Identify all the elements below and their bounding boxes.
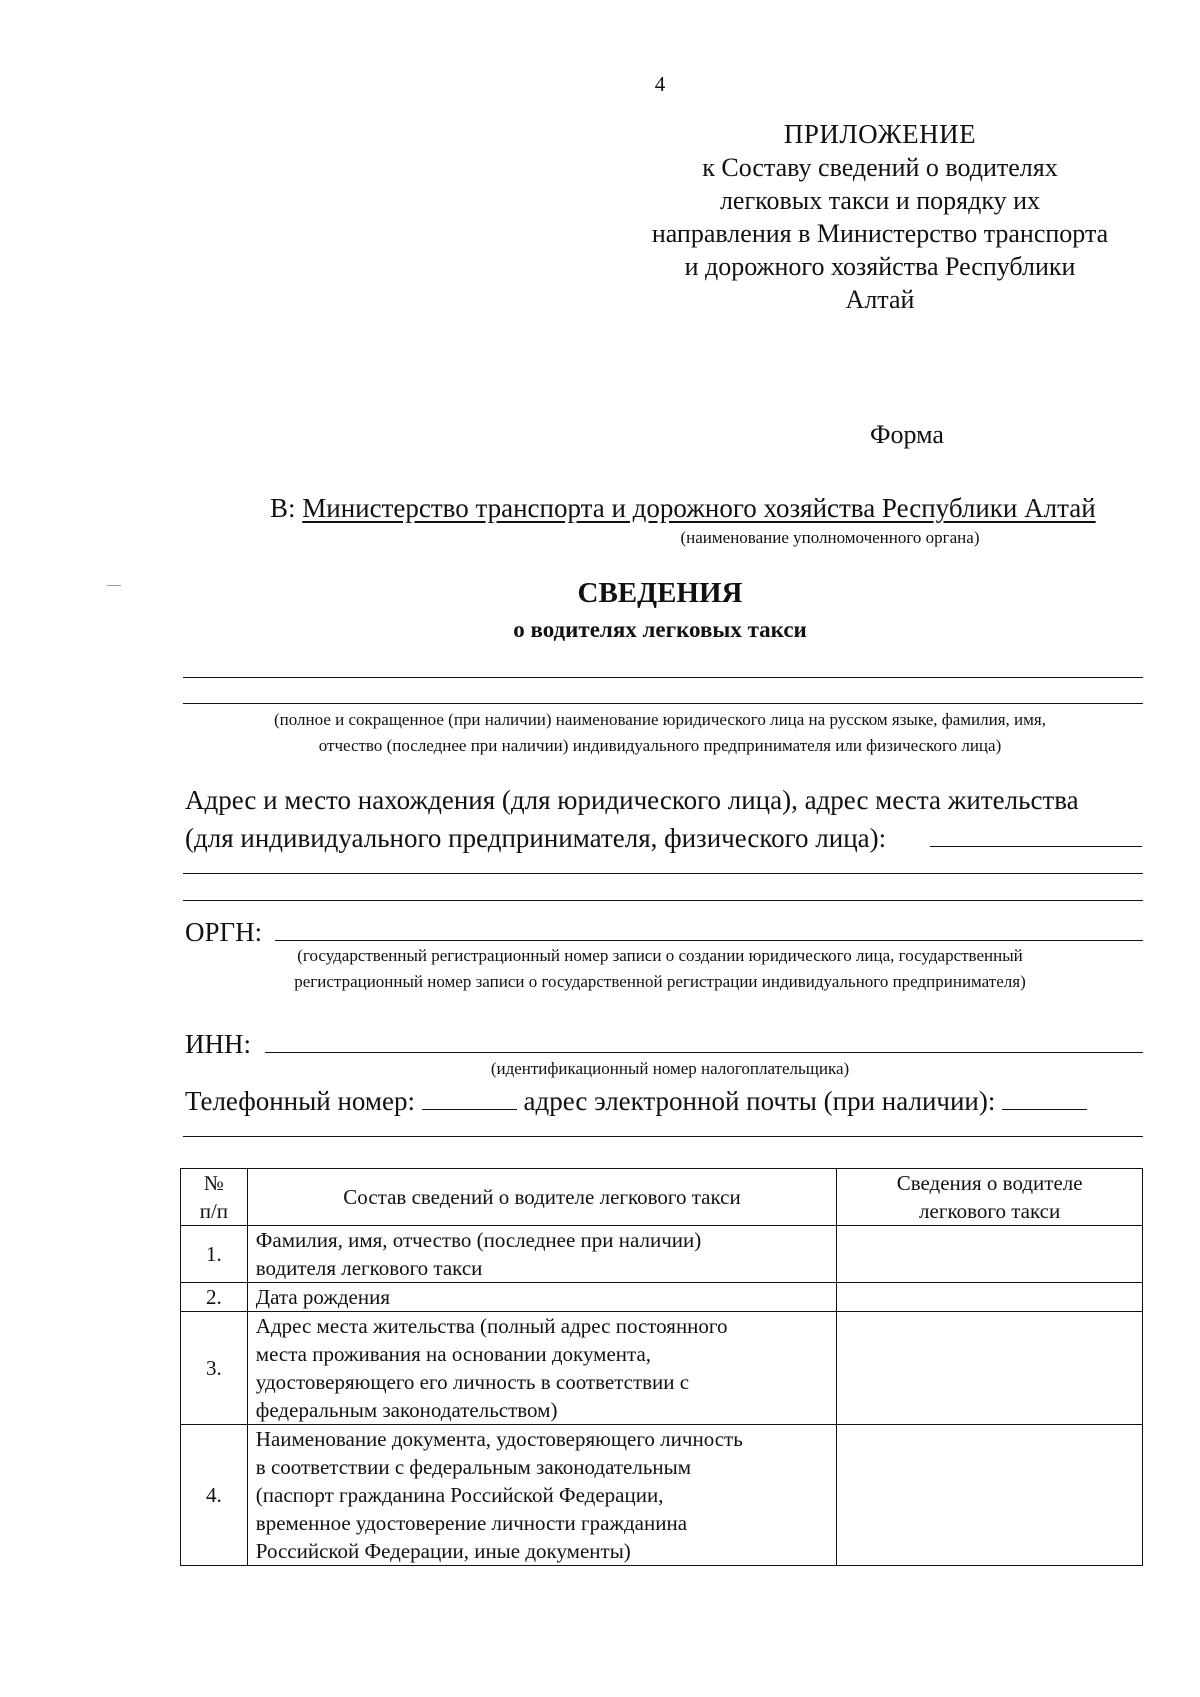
table-header-row xyxy=(181,1169,1143,1226)
row-description xyxy=(247,1312,836,1425)
ogrn-caption-line: регистрационный номер записи о государственной регистрации индивидуального предпринимателя) xyxy=(294,972,1026,991)
row-description-line: в соответствии с федеральным законодательным xyxy=(255,1455,692,1479)
row-description-line: водителя легкового такси xyxy=(255,1256,483,1280)
page-number: 4 xyxy=(654,72,666,96)
table-row xyxy=(181,1283,1143,1312)
row-description-line: Адрес места жительства (полный адрес постоянного xyxy=(255,1314,728,1338)
row-description xyxy=(247,1226,836,1283)
recipient-line xyxy=(270,493,1096,524)
appendix-line: и дорожного хозяйства Республики xyxy=(684,252,1076,281)
appendix-block xyxy=(620,118,1140,316)
row-number: 2. xyxy=(181,1283,248,1312)
address-label-line-2: (для индивидуального предпринимателя, физического лица): xyxy=(185,823,887,853)
row-description-line: места проживания на основании документа, xyxy=(255,1342,652,1366)
row-description-line: временное удостоверение личности гражданина xyxy=(255,1511,688,1535)
contacts-line xyxy=(185,1083,1087,1120)
header-value-line: легкового такси xyxy=(919,1199,1061,1223)
row-description-line: Наименование документа, удостоверяющего личность xyxy=(255,1427,743,1451)
row-number: 3. xyxy=(181,1312,248,1425)
appendix-title: ПРИЛОЖЕНИЕ xyxy=(783,119,977,149)
email-label: адрес электронной почты (при наличии): xyxy=(523,1086,996,1116)
header-num xyxy=(181,1169,248,1226)
ogrn-caption-line: (государственный регистрационный номер записи о создании юридического лица, государственный xyxy=(297,946,1023,965)
entity-name-line[interactable] xyxy=(183,677,1143,678)
inn-caption: (идентификационный номер налогоплательщика) xyxy=(490,1059,850,1078)
row-number: 1. xyxy=(181,1226,248,1283)
row-description xyxy=(247,1425,836,1566)
header-num-line: п/п xyxy=(199,1199,229,1223)
phone-field[interactable] xyxy=(422,1085,517,1110)
phone-label: Телефонный номер: xyxy=(185,1086,415,1116)
entity-name-line[interactable] xyxy=(183,703,1143,704)
table-row xyxy=(181,1425,1143,1566)
row-number: 4. xyxy=(181,1425,248,1566)
row-value-cell[interactable] xyxy=(837,1226,1143,1283)
address-field[interactable] xyxy=(930,846,1142,847)
header-value xyxy=(837,1169,1143,1226)
row-description-line: (паспорт гражданина Российской Федерации, xyxy=(255,1483,664,1507)
form-label: Форма xyxy=(870,420,944,449)
entity-caption-line: (полное и сокращенное (при наличии) наименование юридического лица на русском языке, фамилия, имя, xyxy=(274,710,1046,729)
row-description-line: Российской Федерации, иные документы) xyxy=(255,1539,631,1563)
document-title: СВЕДЕНИЯ xyxy=(577,577,743,609)
address-label-line-1: Адрес и место нахождения (для юридического лица), адрес места жительства xyxy=(185,785,1079,815)
inn-field[interactable] xyxy=(265,1052,1143,1053)
address-field-line[interactable] xyxy=(183,900,1143,901)
appendix-line: направления в Министерство транспорта xyxy=(651,219,1109,248)
appendix-line: легковых такси и порядку их xyxy=(719,186,1041,215)
ogrn-field[interactable] xyxy=(275,940,1143,941)
row-description-line: федеральным законодательством) xyxy=(255,1398,558,1422)
contacts-field-line[interactable] xyxy=(183,1136,1143,1137)
row-description-line: Дата рождения xyxy=(255,1285,391,1309)
row-value-cell[interactable] xyxy=(837,1283,1143,1312)
entity-caption-line: отчество (последнее при наличии) индивидуального предпринимателя или физического лица) xyxy=(318,736,1002,755)
email-field[interactable] xyxy=(1002,1085,1087,1110)
row-value-cell[interactable] xyxy=(837,1312,1143,1425)
appendix-line: Алтай xyxy=(845,285,915,314)
ogrn-caption xyxy=(150,943,1170,995)
appendix-line: к Составу сведений о водителях xyxy=(702,153,1058,182)
address-field-line[interactable] xyxy=(183,873,1143,874)
inn-label: ИНН: xyxy=(185,1029,251,1059)
row-value-cell[interactable] xyxy=(837,1425,1143,1566)
driver-info-table xyxy=(180,1168,1143,1566)
recipient-prefix: В: xyxy=(270,493,296,523)
row-description-line: удостоверяющего его личность в соответствии с xyxy=(255,1370,690,1394)
table-row xyxy=(181,1226,1143,1283)
header-description: Состав сведений о водителе легкового такси xyxy=(247,1169,836,1226)
entity-caption xyxy=(150,707,1170,759)
document-subtitle: о водителях легковых такси xyxy=(513,617,807,642)
recipient-caption: (наименование уполномоченного органа) xyxy=(680,528,980,547)
row-description xyxy=(247,1283,836,1312)
row-description-line: Фамилия, имя, отчество (последнее при наличии) xyxy=(255,1228,702,1252)
header-num-line: № xyxy=(203,1171,224,1195)
ogrn-label: ОРГН: xyxy=(185,917,263,947)
recipient-organization: Министерство транспорта и дорожного хозяйства Республики Алтай xyxy=(302,493,1096,523)
table-row xyxy=(181,1312,1143,1425)
header-value-line: Сведения о водителе xyxy=(896,1171,1083,1195)
